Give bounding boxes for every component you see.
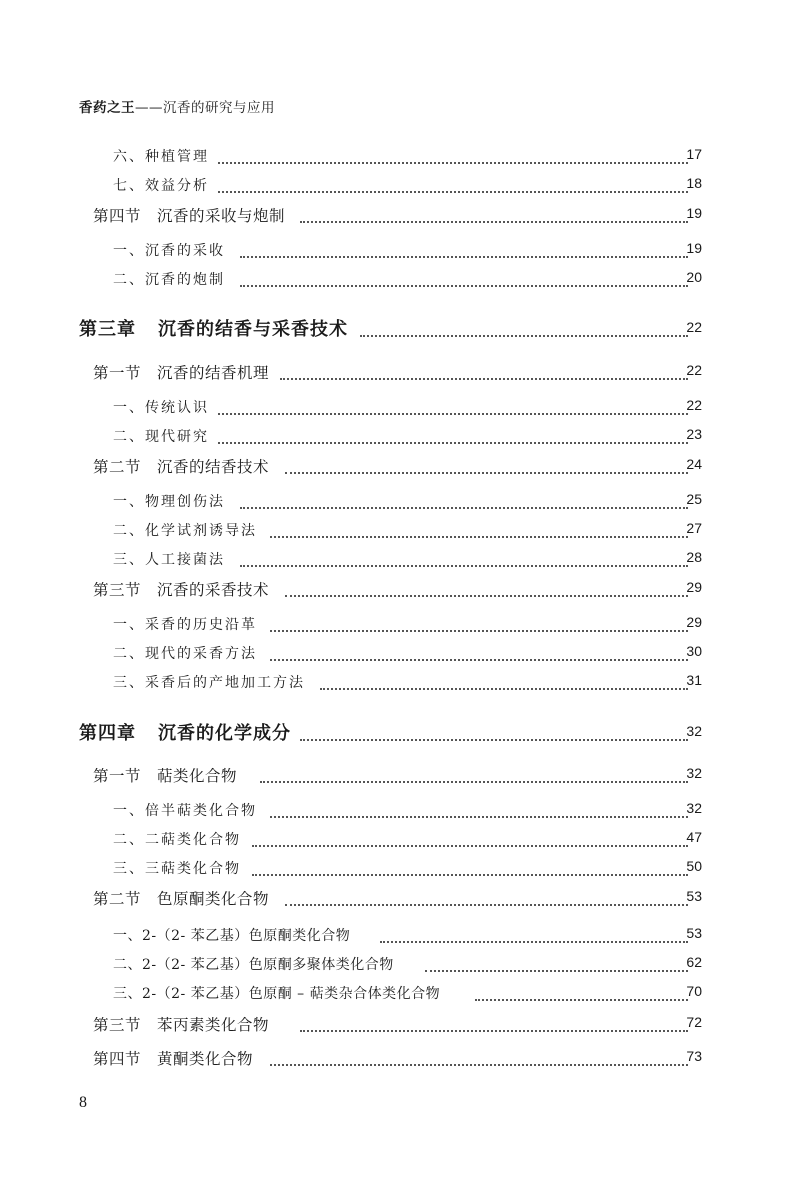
toc-entry-page: 29 xyxy=(662,579,702,595)
leader-dots xyxy=(240,493,688,509)
toc-entry-title: 一、沉香的采收 xyxy=(113,240,233,260)
header-dash: —— xyxy=(135,100,163,116)
leader-dots xyxy=(240,551,688,567)
toc-entry-title xyxy=(93,1013,277,1035)
toc-entry-title xyxy=(93,455,277,477)
leader-dots xyxy=(218,177,688,193)
leader-dots xyxy=(252,831,688,847)
chapter-number: 第四章 xyxy=(79,723,136,744)
toc-entry-page: 24 xyxy=(662,456,702,472)
section-number: 第一节 xyxy=(93,364,142,382)
chapter-title: 沉香的结香与采香技术 xyxy=(158,319,348,340)
leader-dots xyxy=(285,890,688,906)
toc-entry-page: 47 xyxy=(662,829,702,845)
toc-entry-title: 一、采香的历史沿革 xyxy=(113,614,265,634)
toc-entry-title xyxy=(93,1047,261,1069)
leader-dots xyxy=(260,767,688,783)
toc-entry-page: 22 xyxy=(662,362,702,378)
toc-entry-title: 一、物理创伤法 xyxy=(113,491,233,511)
toc-entry-title xyxy=(93,361,277,383)
section-title: 沉香的结香机理 xyxy=(157,364,270,382)
toc-entry-page: 62 xyxy=(662,954,702,970)
toc-entry-title: 一、倍半萜类化合物 xyxy=(113,800,265,820)
leader-dots xyxy=(218,148,688,164)
section-title: 沉香的采收与炮制 xyxy=(157,207,286,225)
toc-entry-title xyxy=(93,578,277,600)
leader-dots xyxy=(300,1016,688,1032)
page-number: 8 xyxy=(79,1094,87,1111)
leader-dots xyxy=(270,616,688,632)
toc-entry-title xyxy=(93,887,277,909)
chapter-title: 沉香的化学成分 xyxy=(158,723,291,744)
section-number: 第一节 xyxy=(93,767,142,785)
leader-dots xyxy=(270,1050,688,1066)
leader-dots xyxy=(320,674,688,690)
leader-dots xyxy=(360,321,688,337)
section-number: 第四节 xyxy=(93,207,142,225)
toc-entry-page: 32 xyxy=(662,723,702,739)
section-title: 黄酮类化合物 xyxy=(157,1050,254,1068)
toc-entry-page: 72 xyxy=(662,1014,702,1030)
toc-entry-page: 73 xyxy=(662,1048,702,1064)
leader-dots xyxy=(380,927,688,943)
toc-entry-title: 二、现代的采香方法 xyxy=(113,643,265,663)
toc-entry-page: 29 xyxy=(662,614,702,630)
toc-entry-page: 19 xyxy=(662,205,702,221)
leader-dots xyxy=(280,364,688,380)
toc-entry-page: 17 xyxy=(662,146,702,162)
toc-entry-title: 六、种植管理 xyxy=(113,146,217,166)
toc-entry-page: 32 xyxy=(662,800,702,816)
toc-entry-page: 22 xyxy=(662,319,702,335)
toc-entry-page: 50 xyxy=(662,858,702,874)
book-title: 香药之王 xyxy=(79,100,135,116)
section-title: 沉香的采香技术 xyxy=(157,581,270,599)
section-number: 第二节 xyxy=(93,890,142,908)
toc-entry-page: 18 xyxy=(662,175,702,191)
section-number: 第三节 xyxy=(93,1016,142,1034)
leader-dots xyxy=(270,802,688,818)
leader-dots xyxy=(270,522,688,538)
leader-dots xyxy=(240,271,688,287)
toc-entry-page: 53 xyxy=(662,925,702,941)
leader-dots xyxy=(285,458,688,474)
leader-dots xyxy=(285,581,688,597)
toc-entry-page: 20 xyxy=(662,269,702,285)
section-title: 萜类化合物 xyxy=(157,767,238,785)
toc-entry-page: 25 xyxy=(662,491,702,507)
leader-dots xyxy=(300,207,688,223)
toc-entry-title xyxy=(93,204,293,226)
toc-entry-title: 三、采香后的产地加工方法 xyxy=(113,672,313,692)
toc-entry-title: 二、现代研究 xyxy=(113,426,217,446)
section-number: 第三节 xyxy=(93,581,142,599)
leader-dots xyxy=(218,428,688,444)
toc-entry-page: 53 xyxy=(662,888,702,904)
section-title: 沉香的结香技术 xyxy=(157,458,270,476)
toc-entry-title: 三、人工接菌法 xyxy=(113,549,233,569)
toc-entry-title xyxy=(79,719,299,745)
leader-dots xyxy=(270,645,688,661)
toc-entry-page: 28 xyxy=(662,549,702,565)
toc-entry-title: 七、效益分析 xyxy=(113,175,217,195)
toc-entry-page: 19 xyxy=(662,240,702,256)
toc-entry-title: 一、2-（2- 苯乙基）色原酮类化合物 xyxy=(113,925,358,945)
toc-entry-page: 27 xyxy=(662,520,702,536)
toc-entry-page: 31 xyxy=(662,672,702,688)
leader-dots xyxy=(252,860,688,876)
toc-entry-title: 一、传统认识 xyxy=(113,397,217,417)
toc-entry-page: 23 xyxy=(662,426,702,442)
leader-dots xyxy=(218,399,688,415)
leader-dots xyxy=(240,242,688,258)
leader-dots xyxy=(300,725,688,741)
toc-entry-title: 二、沉香的炮制 xyxy=(113,269,233,289)
toc-entry-title: 三、三萜类化合物 xyxy=(113,858,249,878)
toc-entry-title xyxy=(93,764,245,786)
toc-entry-title: 二、2-（2- 苯乙基）色原酮多聚体类化合物 xyxy=(113,954,402,974)
section-title: 苯丙素类化合物 xyxy=(157,1016,270,1034)
leader-dots xyxy=(475,985,688,1001)
section-title: 色原酮类化合物 xyxy=(157,890,270,908)
leader-dots xyxy=(425,956,688,972)
toc-entry-title: 二、二萜类化合物 xyxy=(113,829,249,849)
toc-entry-page: 30 xyxy=(662,643,702,659)
toc-entry-title: 三、2-（2- 苯乙基）色原酮 – 萜类杂合体类化合物 xyxy=(113,983,448,1003)
chapter-number: 第三章 xyxy=(79,319,136,340)
section-number: 第二节 xyxy=(93,458,142,476)
toc-entry-page: 22 xyxy=(662,397,702,413)
section-number: 第四节 xyxy=(93,1050,142,1068)
toc-entry-title: 二、化学试剂诱导法 xyxy=(113,520,265,540)
book-subtitle: 沉香的研究与应用 xyxy=(163,100,275,116)
toc-entry-title xyxy=(79,315,356,341)
toc-entry-page: 32 xyxy=(662,765,702,781)
toc-entry-page: 70 xyxy=(662,983,702,999)
